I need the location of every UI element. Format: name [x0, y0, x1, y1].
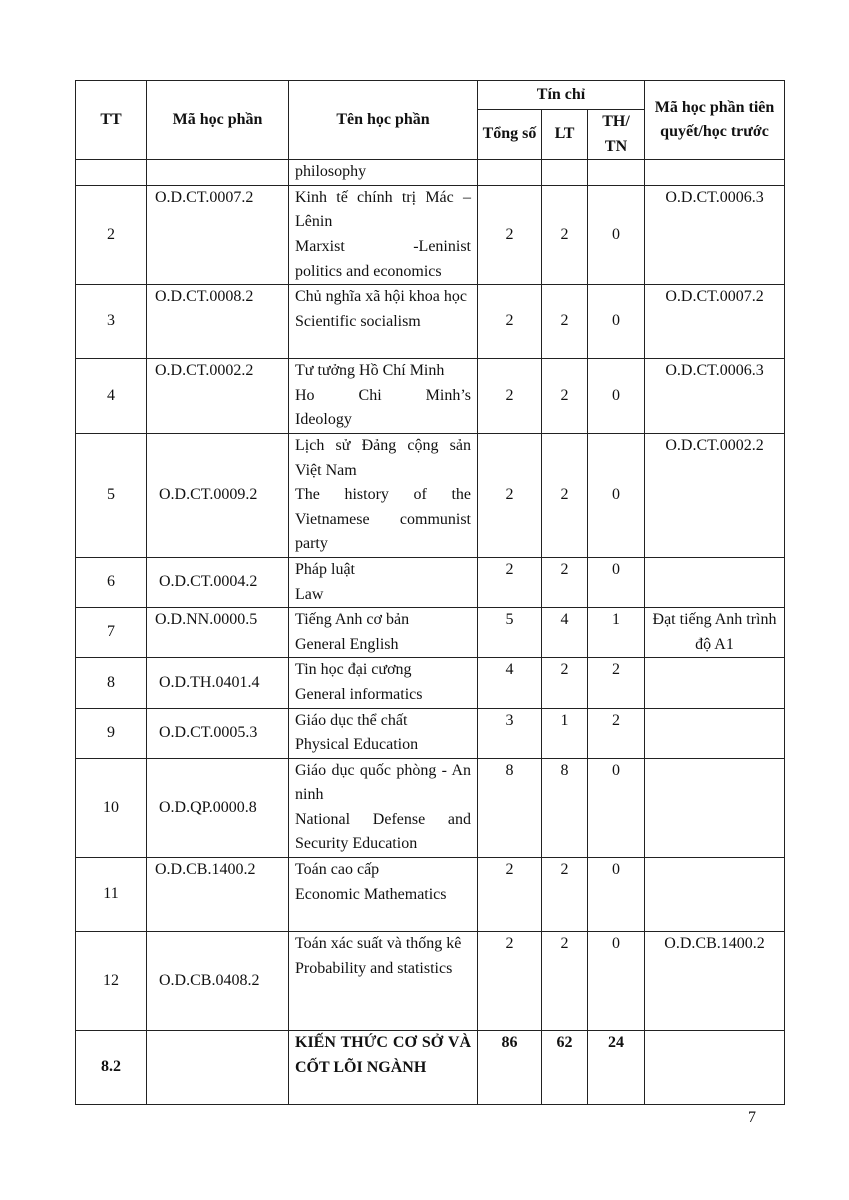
cell-lt: 4 — [542, 608, 588, 658]
name-vi: Toán xác suất và thống kê — [295, 935, 462, 953]
cell-prereq — [645, 708, 785, 758]
table-row — [76, 557, 785, 607]
header-prereq: Mã học phần tiên quyết/học trước — [645, 81, 785, 160]
name-en: Marxist -Leninist — [295, 237, 471, 255]
name-en: Ho Chi Minh’s — [295, 386, 471, 404]
cell-total: 3 — [478, 708, 542, 758]
cell-total: 4 — [478, 658, 542, 708]
name-vi: Pháp luật — [295, 560, 355, 578]
cell-code — [147, 160, 289, 186]
name-en: Scientific socialism — [295, 312, 421, 330]
name-en: General informatics — [295, 685, 423, 703]
table-row — [76, 708, 785, 758]
cell-th: 0 — [588, 359, 645, 434]
table-row-continuation — [76, 160, 785, 186]
cell-name — [289, 359, 478, 434]
cell-code: O.D.CB.0408.2 — [147, 932, 289, 1031]
cell-name: philosophy — [289, 160, 478, 186]
cell-name — [289, 433, 478, 557]
name-en: Economic Mathematics — [295, 885, 447, 903]
section-lt: 62 — [542, 1031, 588, 1105]
name-en: The history of the — [295, 486, 471, 504]
cell-name — [289, 658, 478, 708]
cell-total: 5 — [478, 608, 542, 658]
name-vi: Giáo dục quốc phòng - An ninh — [295, 761, 471, 804]
cell-lt: 2 — [542, 932, 588, 1031]
cell-th: 2 — [588, 658, 645, 708]
cell-th: 0 — [588, 758, 645, 857]
cell-tt: 11 — [76, 858, 147, 932]
cell-tt: 3 — [76, 285, 147, 359]
name-en: Ideology — [295, 411, 352, 429]
cell-prereq — [645, 557, 785, 607]
cell-prereq — [645, 658, 785, 708]
cell-name — [289, 758, 478, 857]
cell-code — [147, 1031, 289, 1105]
cell-prereq — [645, 858, 785, 932]
cell-lt — [542, 160, 588, 186]
cell-th: 2 — [588, 708, 645, 758]
header-tt: TT — [76, 81, 147, 160]
name-en: Probability and statistics — [295, 959, 453, 977]
cell-th: 1 — [588, 608, 645, 658]
cell-code: O.D.CT.0009.2 — [147, 433, 289, 557]
cell-lt: 2 — [542, 557, 588, 607]
header-name: Tên học phần — [289, 81, 478, 160]
cell-code: O.D.QP.0000.8 — [147, 758, 289, 857]
table-row — [76, 433, 785, 557]
cell-tt: 12 — [76, 932, 147, 1031]
header-credits: Tín chỉ — [478, 81, 645, 110]
cell-tt: 7 — [76, 608, 147, 658]
cell-tt: 2 — [76, 185, 147, 284]
cell-prereq: O.D.CT.0006.3 — [645, 185, 785, 284]
name-en: Vietnamese communist party — [295, 510, 471, 553]
cell-lt: 2 — [542, 433, 588, 557]
name-vi: Chủ nghĩa xã hội khoa học — [295, 288, 467, 306]
section-total: 86 — [478, 1031, 542, 1105]
cell-total: 2 — [478, 185, 542, 284]
cell-total: 2 — [478, 359, 542, 434]
cell-tt — [76, 160, 147, 186]
cell-name — [289, 858, 478, 932]
cell-tt: 9 — [76, 708, 147, 758]
cell-code: O.D.NN.0000.5 — [147, 608, 289, 658]
header-row — [76, 81, 785, 110]
table-row — [76, 608, 785, 658]
table-row — [76, 758, 785, 857]
cell-prereq: O.D.CT.0006.3 — [645, 359, 785, 434]
cell-total: 2 — [478, 932, 542, 1031]
cell-code: O.D.CT.0005.3 — [147, 708, 289, 758]
header-lt: LT — [542, 110, 588, 160]
name-vi: Kinh tế chính trị Mác – Lênin — [295, 188, 471, 231]
table-row — [76, 658, 785, 708]
cell-code: O.D.CB.1400.2 — [147, 858, 289, 932]
cell-code: O.D.CT.0008.2 — [147, 285, 289, 359]
cell-total — [478, 160, 542, 186]
name-en: Law — [295, 585, 324, 603]
cell-tt: 10 — [76, 758, 147, 857]
name-vi: Toán cao cấp — [295, 861, 380, 879]
cell-th: 0 — [588, 433, 645, 557]
page-number: 7 — [748, 1109, 756, 1126]
cell-lt: 8 — [542, 758, 588, 857]
cell-lt: 2 — [542, 185, 588, 284]
cell-prereq: O.D.CT.0002.2 — [645, 433, 785, 557]
name-vi: Tin học đại cương — [295, 661, 412, 679]
name-en: National Defense and Security Education — [295, 810, 471, 853]
cell-prereq — [645, 1031, 785, 1105]
cell-prereq: Đạt tiếng Anh trình độ A1 — [645, 608, 785, 658]
cell-tt: 6 — [76, 557, 147, 607]
cell-code: O.D.TH.0401.4 — [147, 658, 289, 708]
cell-lt: 2 — [542, 285, 588, 359]
cell-name — [289, 557, 478, 607]
table-row — [76, 932, 785, 1031]
cell-lt: 2 — [542, 359, 588, 434]
cell-th: 0 — [588, 185, 645, 284]
table-row — [76, 285, 785, 359]
cell-total: 8 — [478, 758, 542, 857]
cell-prereq — [645, 758, 785, 857]
header-total: Tổng số — [478, 110, 542, 160]
cell-code: O.D.CT.0007.2 — [147, 185, 289, 284]
name-vi: Giáo dục thể chất — [295, 711, 408, 729]
header-code: Mã học phần — [147, 81, 289, 160]
name-en: politics and economics — [295, 262, 442, 280]
table-row — [76, 858, 785, 932]
cell-tt: 8 — [76, 658, 147, 708]
name-en: Physical Education — [295, 736, 419, 754]
section-th: 24 — [588, 1031, 645, 1105]
table-row — [76, 185, 785, 284]
cell-name — [289, 285, 478, 359]
cell-total: 2 — [478, 858, 542, 932]
cell-lt: 1 — [542, 708, 588, 758]
cell-prereq: O.D.CB.1400.2 — [645, 932, 785, 1031]
cell-name — [289, 608, 478, 658]
cell-lt: 2 — [542, 658, 588, 708]
cell-total: 2 — [478, 285, 542, 359]
cell-name — [289, 708, 478, 758]
section-total-row — [76, 1031, 785, 1105]
cell-tt: 4 — [76, 359, 147, 434]
cell-prereq — [645, 160, 785, 186]
section-number: 8.2 — [76, 1031, 147, 1105]
cell-name — [289, 932, 478, 1031]
cell-total: 2 — [478, 557, 542, 607]
name-vi: Lịch sử Đảng cộng sản Việt Nam — [295, 436, 471, 479]
name-vi: Tiếng Anh cơ bản — [295, 611, 410, 629]
cell-th — [588, 160, 645, 186]
cell-code: O.D.CT.0002.2 — [147, 359, 289, 434]
name-vi: Tư tưởng Hồ Chí Minh — [295, 362, 445, 380]
cell-th: 0 — [588, 932, 645, 1031]
cell-lt: 2 — [542, 858, 588, 932]
cell-th: 0 — [588, 285, 645, 359]
cell-code: O.D.CT.0004.2 — [147, 557, 289, 607]
course-table — [75, 80, 785, 1105]
cell-th: 0 — [588, 557, 645, 607]
table-row — [76, 359, 785, 434]
cell-prereq: O.D.CT.0007.2 — [645, 285, 785, 359]
cell-tt: 5 — [76, 433, 147, 557]
header-th: TH/ TN — [588, 110, 645, 160]
section-title: KIẾN THỨC CƠ SỞ VÀ CỐT LÕI NGÀNH — [289, 1031, 478, 1105]
cell-th: 0 — [588, 858, 645, 932]
cell-total: 2 — [478, 433, 542, 557]
name-en: General English — [295, 635, 399, 653]
cell-name — [289, 185, 478, 284]
